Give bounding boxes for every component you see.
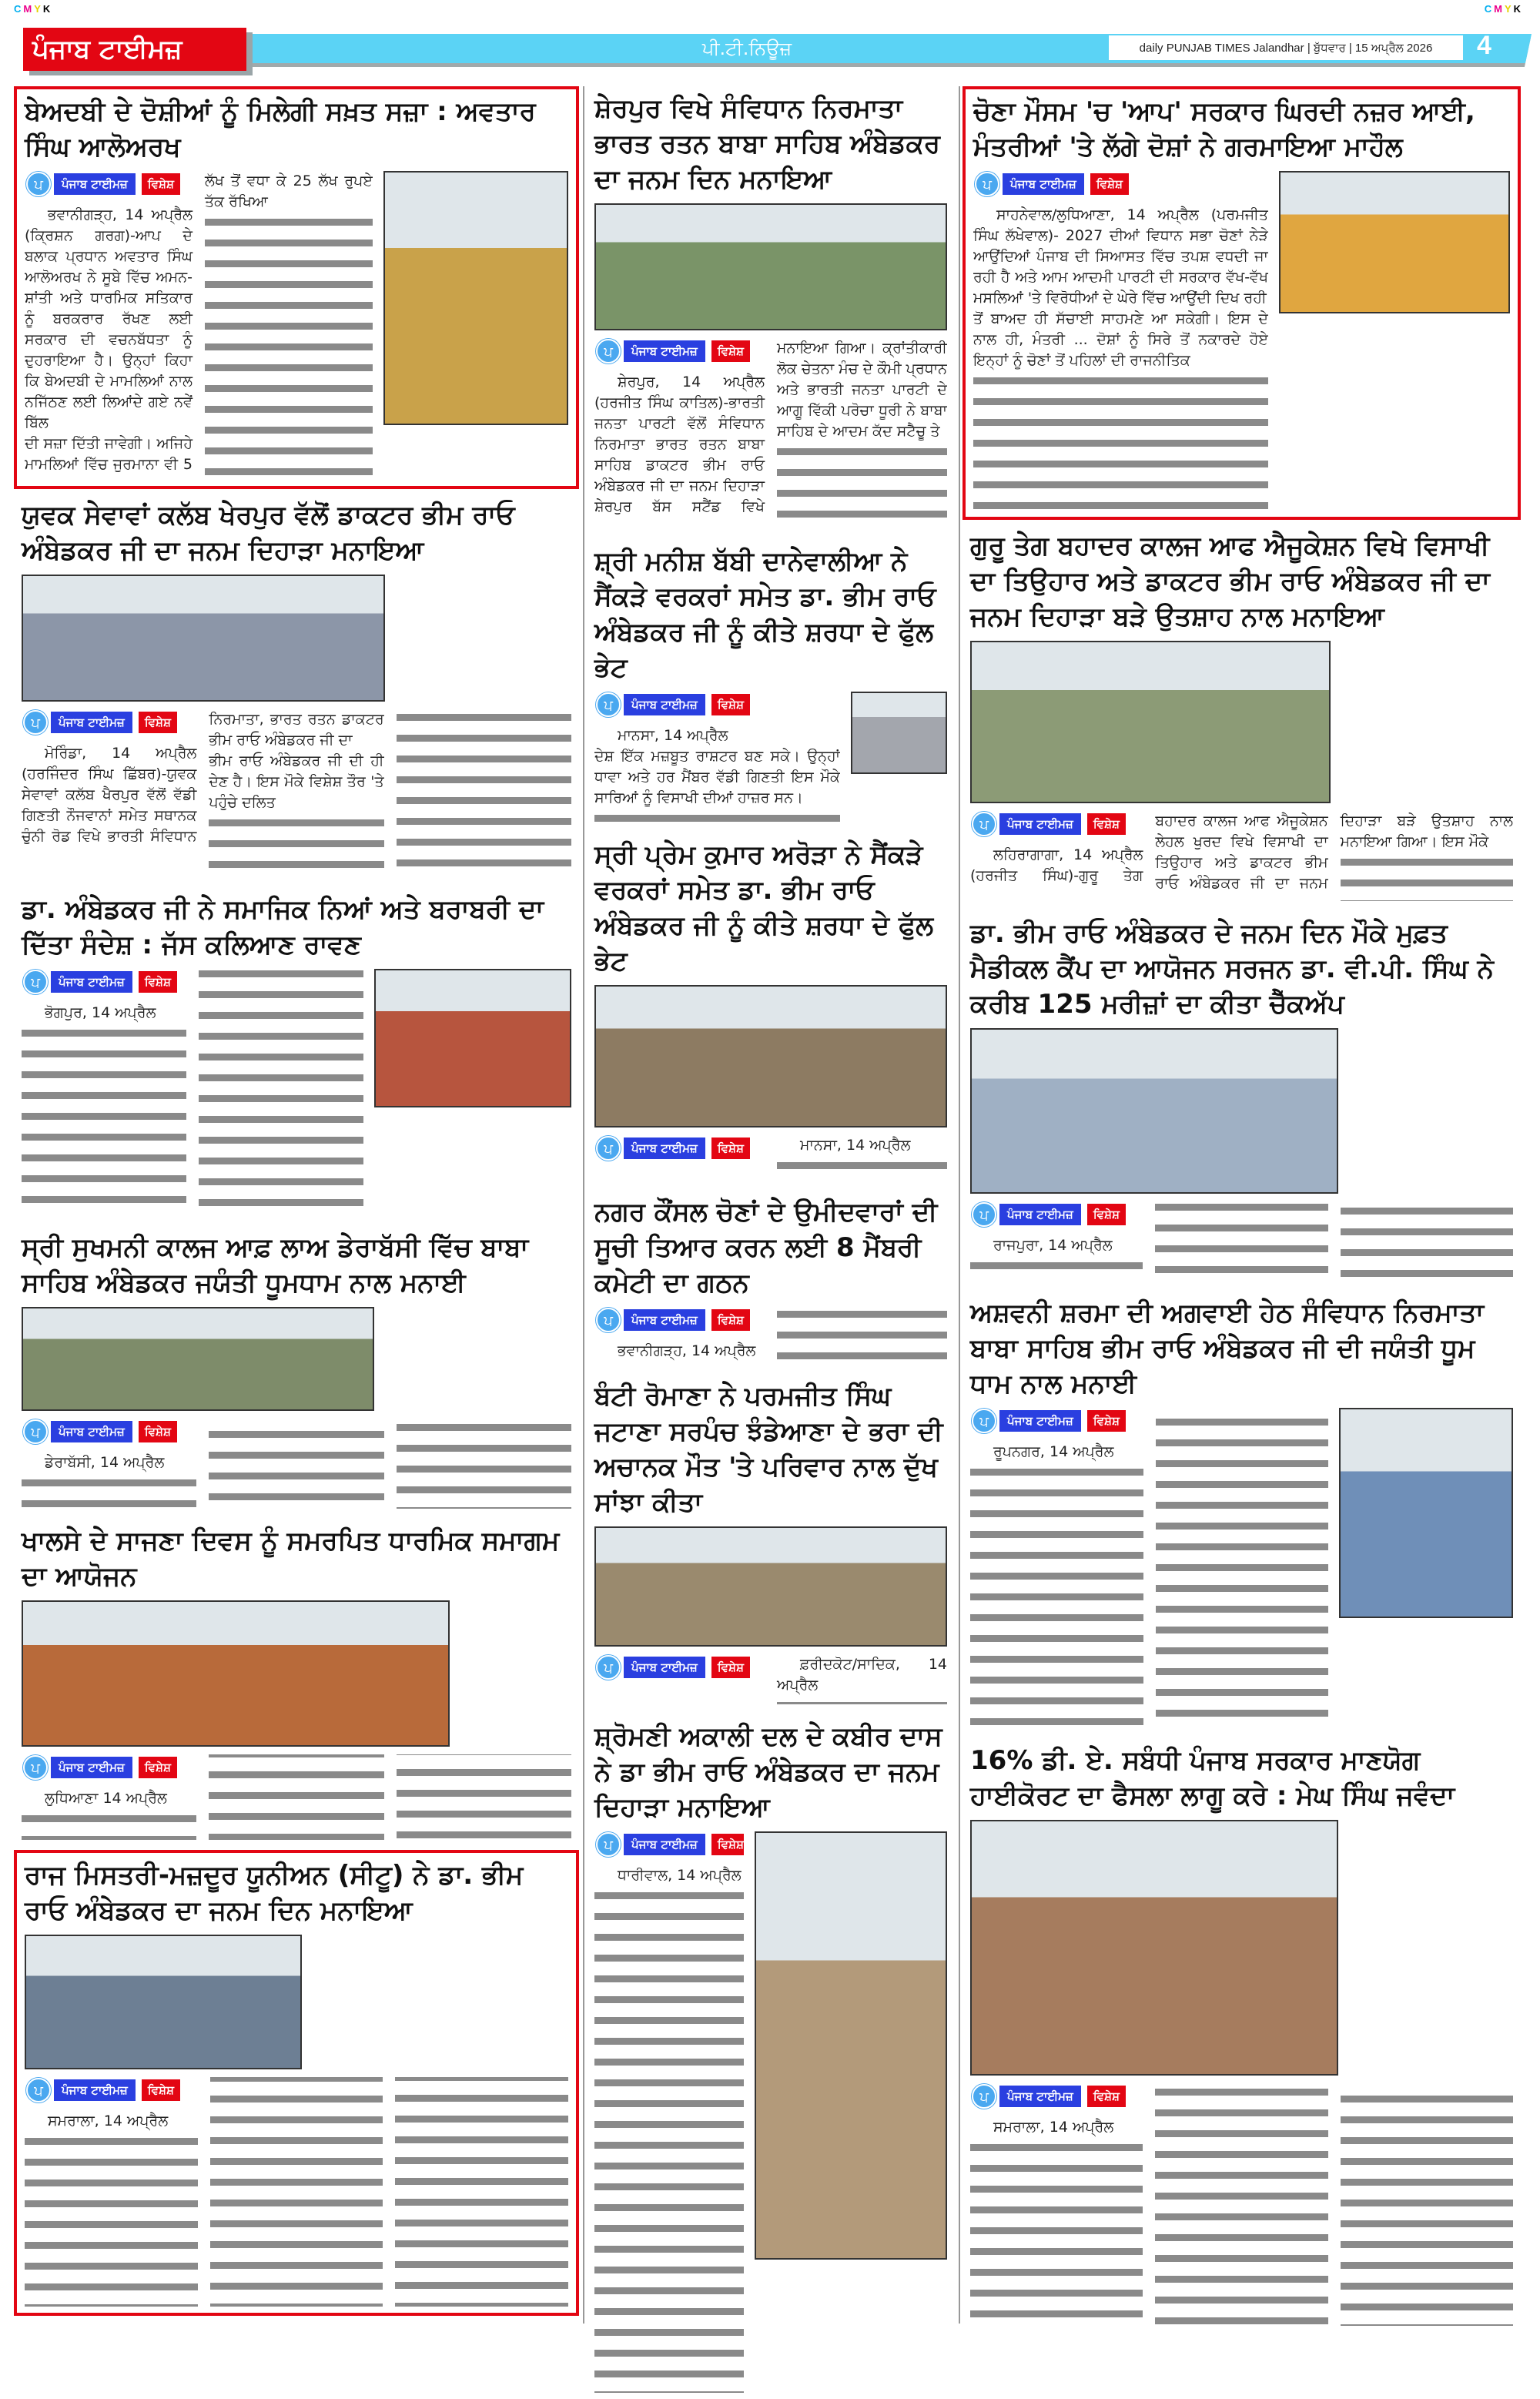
punjab-times-logo-icon: ਪ [23,710,48,735]
news-article [587,86,955,535]
badge-special-tag: ਵਿਸ਼ੇਸ਼ [1087,813,1126,835]
news-photo [374,969,571,1107]
article-headline[interactable]: ਯੁਵਕ ਸੇਵਾਵਾਂ ਕਲੱਬ ਖੇਰਪੁਰ ਵੱਲੋਂ ਡਾਕਟਰ ਭੀਮ ਰਾਓ ਅੰਬੇਡਕਰ ਜੀ ਦਾ ਜਨਮ ਦਿਹਾੜਾ ਮਨਾਇਆ [22,500,515,566]
badge-special-tag: ਵਿਸ਼ੇਸ਼ [1090,173,1129,195]
article-dateline: ਧਾਰੀਵਾਲ, 14 ਅਪ੍ਰੈਲ [618,1867,742,1884]
article-text-lines [594,1831,744,2393]
issue-dateline: daily PUNJAB TIMES Jalandhar | ਬੁੱਧਵਾਰ | 15 ਅਪ੍ਰੈਲ 2026 [1109,35,1463,60]
punjab-times-logo-icon: ਪ [23,970,48,994]
article-body-row [594,1831,947,2393]
news-article [962,1291,1521,1734]
punjab-times-badge [970,811,1143,837]
article-body-row [970,641,1513,901]
punjab-times-badge [594,692,840,718]
article-body-row [22,969,571,1215]
punjab-times-badge [594,1307,765,1333]
article-headline[interactable]: ਰਾਜ ਮਿਸਤਰੀ-ਮਜ਼ਦੂਰ ਯੂਨੀਅਨ (ਸੀਟੂ) ਨੇ ਡਾ. ਭੀਮ ਰਾਓ ਅੰਬੇਡਕਰ ਦਾ ਜਨਮ ਦਿਨ ਮਨਾਇਆ [25,1860,524,1926]
badge-brand: ਪੰਜਾਬ ਟਾਈਮਜ਼ [51,1757,132,1778]
news-column [962,86,1521,2332]
article-headline[interactable]: ਬੰਟੀ ਰੋਮਾਣਾ ਨੇ ਪਰਮਜੀਤ ਸਿੰਘ ਜਟਾਣਾ ਸਰਪੰਚ ਝੰਡੇਆਣਾ ਦੇ ਭਰਾ ਦੀ ਅਚਾਨਕ ਮੌਤ 'ਤੇ ਪਰਿਵਾਰ ਨਾਲ ਦੁੱਖ ਸਾਂਝਾ ਕੀਤਾ [594,1381,943,1518]
news-article [962,86,1521,520]
article-body [25,171,373,480]
article-body-row [973,171,1510,511]
article-dateline: ਸਾਹਨੇਵਾਲ/ਲੁਧਿਆਣਾ, 14 ਅਪ੍ਰੈਲ (ਪਰਮਜੀਤ ਸਿੰਘ ਲੱਖੇਵਾਲ)- 2027 ਦੀਆਂ ਵਿਧਾਨ ਸਭਾ ਚੋਣਾਂ ਨੇੜੇ ਆਉਂਦਿਆਂ ਪੰਜਾਬ ਦੀ ਸਿਆਸਤ ਵਿੱਚ ਤਪਸ਼ ਵਧਦੀ ਜਾ ਰਹੀ ਹੈ ਅਤੇ ਆਮ ਆਦਮੀ ਪਾਰਟੀ ਦੀ ਸਰਕਾਰ ਵੱਖ-ਵੱਖ ਮਸਲਿਆਂ 'ਤੇ ਵਿਰੋਧੀਆਂ ਦੇ ਘੇਰੇ ਵਿੱਚ ਆਉਂਦੀ ਦਿਖ ਰਹੀ [973,206,1268,307]
section-title: ਪੀ.ਟੀ.ਨਿਊਜ਼ [701,38,792,59]
badge-special-tag: ਵਿਸ਼ੇਸ਼ [142,173,180,195]
punjab-times-logo-icon: ਪ [975,172,999,196]
news-photo [970,641,1331,803]
article-dateline: ਮੋਰਿੰਡਾ, 14 ਅਪ੍ਰੈਲ (ਹਰਜਿੰਦਰ ਸਿੰਘ ਛਿੱਬਰ)-ਯੁਵਕ ਸੇਵਾਵਾਂ ਕਲੱਬ ਖੈਰਪੁਰ ਵੱਲੋਂ ਵੱਡੀ ਗਿਣਤੀ ਨੌਜਵਾਨਾਂ ਸਮੇਤ ਸਥਾਨਕ ਚੁੰਨੀ ਰੋਡ ਵਿਖੇ ਭਾਰਤੀ ਸੰਵਿਧਾਨ ਨਿਰਮਾਤਾ, ਭਾਰਤ ਰਤਨ ਡਾਕਟਰ ਭੀਮ ਰਾਓ ਅੰਬੇਡਕਰ ਜੀ ਦਾ [22,711,384,845]
article-body-row [594,203,947,529]
article-dateline: ਲੁਧਿਆਣਾ 14 ਅਪ੍ਰੈਲ [45,1790,167,1807]
news-column [587,86,955,2399]
news-article [14,493,579,883]
badge-special-tag: ਵਿਸ਼ੇਸ਼ [711,1138,750,1159]
badge-special-tag: ਵਿਸ਼ੇਸ਼ [711,340,750,362]
news-article [587,1374,955,1710]
article-body [22,969,363,1215]
punjab-times-badge [973,171,1268,197]
news-photo [594,203,947,330]
badge-brand: ਪੰਜਾਬ ਟਾਈਮਜ਼ [999,1410,1081,1432]
article-dateline: ਡੇਰਾਬੱਸੀ, 14 ਅਪ੍ਰੈਲ [45,1454,165,1471]
news-article [14,1850,579,2316]
article-body [25,2077,568,2307]
news-photo [755,1831,947,2260]
news-article [587,1714,955,2399]
article-dateline: ਸਮਰਾਲਾ, 14 ਅਪ੍ਰੈਲ [48,2113,169,2129]
badge-special-tag: ਵਿਸ਼ੇਸ਼ [711,1309,750,1331]
news-article [587,1190,955,1370]
article-continued-text: ਤੋਂ ਬਾਅਦ ਹੀ ਸੱਚਾਈ ਸਾਹਮਣੇ ਆ ਸਕੇਗੀ। ਇਸ ਦੇ ਨਾਲ ਹੀ, ਮੰਤਰੀ ... ਦੋਸ਼ਾਂ ਨੂੰ ਸਿਰੇ ਤੋਂ ਨਕਾਰਦੇ ਹੋਏ ਇਨ੍ਹਾਂ ਨੂੰ ਚੋਣਾਂ ਤੋਂ ਪਹਿਲਾਂ ਦੀ ਰਾਜਨੀਤਿਕ [973,310,1268,369]
article-body-row [594,692,947,823]
news-photo [25,1935,302,2069]
article-dateline: ਸਮਰਾਲਾ, 14 ਅਪ੍ਰੈਲ [993,2119,1114,2136]
news-article [14,1519,579,1846]
article-body [973,171,1268,511]
article-body [594,1831,744,2393]
badge-brand: ਪੰਜਾਬ ਟਾਈਮਜ਼ [999,813,1081,835]
punjab-times-logo-icon: ਪ [972,1202,996,1227]
punjab-times-logo-icon: ਪ [23,1755,48,1780]
column-divider [583,86,584,2324]
registration-marks-left: CMYK [14,3,53,15]
page-number: 4 [1477,31,1491,60]
badge-special-tag: ਵਿਸ਼ੇਸ਼ [711,1834,744,1855]
article-headline[interactable]: ਸ੍ਰੀ ਸੁਖਮਨੀ ਕਾਲਜ ਆਫ਼ ਲਾਅ ਡੇਰਾਬੱਸੀ ਵਿੱਚ ਬਾਬਾ ਸਾਹਿਬ ਅੰਬੇਡਕਰ ਜਯੰਤੀ ਧੂਮਧਾਮ ਨਾਲ ਮਨਾਈ [22,1232,529,1298]
article-headline[interactable]: ਗੁਰੂ ਤੇਗ ਬਹਾਦਰ ਕਾਲਜ ਆਫ ਐਜੂਕੇਸ਼ਨ ਵਿਖੇ ਵਿਸਾਖੀ ਦਾ ਤਿਉਹਾਰ ਅਤੇ ਡਾਕਟਰ ਭੀਮ ਰਾਓ ਅੰਬੇਡਕਰ ਜੀ ਦਾ ਜਨਮ ਦਿਹਾੜਾ ਬੜੇ ਉਤਸ਼ਾਹ ਨਾਲ ਮਨਾਇਆ [970,531,1490,632]
article-headline[interactable]: ਸ਼੍ਰੀ ਮਨੀਸ਼ ਬੱਬੀ ਦਾਨੇਵਾਲੀਆ ਨੇ ਸੈਂਕੜੇ ਵਰਕਰਾਂ ਸਮੇਤ ਡਾ. ਭੀਮ ਰਾਓ ਅੰਬੇਡਕਰ ਜੀ ਨੂੰ ਕੀਤੇ ਸ਼ਰਧਾ ਦੇ ਫੁੱਲ ਭੇਟ [594,546,936,683]
registration-marks-right: CMYK [1484,3,1523,15]
news-article [962,524,1521,907]
article-dateline: ਸ਼ੇਰਪੁਰ, 14 ਅਪ੍ਰੈਲ (ਹਰਜੀਤ ਸਿੰਘ ਕਾਤਿਲ)-ਭਾਰਤੀ ਜਨਤਾ ਪਾਰਟੀ ਵੱਲੋਂ ਸੰਵਿਧਾਨ ਨਿਰਮਾਤਾ ਭਾਰਤ ਰਤਨ ਬਾਬਾ ਸਾਹਿਬ ਡਾਕਟਰ ਭੀਮ ਰਾਓ ਅੰਬੇਡਕਰ ਜੀ ਦਾ ਜਨਮ ਦਿਹਾੜਾ ਸ਼ੇਰਪੁਰ ਬੱਸ ਸਟੈਂਡ ਵਿਖੇ ਮਨਾਇਆ ਗਿਆ। ਕ੍ਰਾਂਤੀਕਾਰੀ ਲੋਕ ਚੇਤਨਾ ਮੰਚ ਦੇ ਕੌਮੀ ਪ੍ਰਧਾਨ ਅਤੇ ਭਾਰਤੀ ਜਨਤਾ ਪਾਰਟੀ ਦੇ ਆਗੂ ਵਿੱਕੀ ਪਰੋਚਾ ਧੂਰੀ ਨੇ ਬਾਬਾ ਸਾਹਿਬ ਦੇ ਆਦਮ ਕੱਦ ਸਟੈਚੂ ਤੇ [594,340,947,515]
article-body [22,1754,571,1840]
article-headline[interactable]: ਚੋਣਾ ਮੌਸਮ 'ਚ 'ਆਪ' ਸਰਕਾਰ ਘਿਰਦੀ ਨਜ਼ਰ ਆਈ, ਮੰਤਰੀਆਂ 'ਤੇ ਲੱਗੇ ਦੋਸ਼ਾਂ ਨੇ ਗਰਮਾਇਆ ਮਾਹੌਲ [973,96,1475,163]
badge-brand: ਪੰਜਾਬ ਟਾਈਮਜ਼ [624,1834,705,1855]
punjab-times-badge [594,1831,744,1858]
punjab-times-badge [594,1654,765,1680]
article-body-row [22,1600,571,1840]
punjab-times-badge [594,1135,765,1161]
news-photo [970,1028,1338,1194]
column-divider [959,86,960,2324]
article-body-row [970,1820,1513,2326]
punjab-times-logo-icon: ਪ [596,1308,621,1332]
punjab-times-logo-icon: ਪ [596,339,621,364]
news-article [587,833,955,1186]
badge-special-tag: ਵਿਸ਼ੇਸ਼ [1087,2086,1126,2107]
article-body [970,2083,1513,2326]
news-photo [970,1820,1338,2076]
article-body [594,1307,947,1364]
article-body [22,1419,571,1509]
article-body [594,1135,947,1180]
punjab-times-badge [970,2083,1143,2109]
article-body [970,1408,1328,1728]
article-body [22,709,571,877]
article-body-row [594,1526,947,1704]
punjab-times-logo-icon: ਪ [972,2084,996,2109]
badge-brand: ਪੰਜਾਬ ਟਾਈਮਜ਼ [999,1204,1081,1225]
punjab-times-badge [25,171,192,197]
article-dateline: ਫ਼ਰੀਦਕੋਟ/ਸਾਦਿਕ, 14 ਅਪ੍ਰੈਲ [777,1656,947,1694]
article-body [970,811,1513,901]
article-headline[interactable]: ਸ੍ਰੀ ਪ੍ਰੇਮ ਕੁਮਾਰ ਅਰੋੜਾ ਨੇ ਸੈਂਕੜੇ ਵਰਕਰਾਂ ਸਮੇਤ ਡਾ. ਭੀਮ ਰਾਓ ਅੰਬੇਡਕਰ ਜੀ ਨੂੰ ਕੀਤੇ ਸ਼ਰਧਾ ਦੇ ਫੁੱਲ ਭੇਟ [594,839,934,977]
badge-brand: ਪੰਜਾਬ ਟਾਈਮਜ਼ [54,173,136,195]
punjab-times-badge [22,969,186,995]
badge-brand: ਪੰਜਾਬ ਟਾਈਮਜ਼ [51,1421,132,1442]
article-dateline: ਰੂਪਨਗਰ, 14 ਅਪ੍ਰੈਲ [993,1443,1114,1460]
badge-brand: ਪੰਜਾਬ ਟਾਈਮਜ਼ [624,340,705,362]
article-dateline: ਭਵਾਨੀਗੜ੍ਹ, 14 ਅਪ੍ਰੈਲ (ਕ੍ਰਿਸ਼ਨ ਗਰਗ)-ਆਪ ਦੇ ਬਲਾਕ ਪ੍ਰਧਾਨ ਅਵਤਾਰ ਸਿੰਘ ਆਲੋਅਰਖ ਨੇ ਸੂਬੇ ਵਿੱਚ ਅਮਨ-ਸ਼ਾਂਤੀ ਅਤੇ ਧਾਰਮਿਕ ਸਤਿਕਾਰ ਨੂੰ ਬਰਕਰਾਰ ਰੱਖਣ ਲਈ ਸਰਕਾਰ ਦੀ ਵਚਨਬੱਧਤਾ ਨੂੰ ਦੁਹਰਾਇਆ ਹੈ। ਉਨ੍ਹਾਂ ਕਿਹਾ ਕਿ ਬੇਅਦਬੀ ਦੇ ਮਾਮਲਿਆਂ ਨਾਲ ਨਜਿੱਠਣ ਲਈ ਲਿਆਂਦੇ ਗਏ ਨਵੇਂ ਬਿੱਲ [25,206,192,431]
badge-brand: ਪੰਜਾਬ ਟਾਈਮਜ਼ [54,2079,136,2101]
punjab-times-logo-icon: ਪ [23,1419,48,1444]
news-column [14,86,579,2316]
article-text-lines [205,171,373,480]
punjab-times-badge [25,2077,198,2103]
article-dateline: ਮਾਨਸਾ, 14 ਅਪ੍ਰੈਲ [618,727,728,744]
article-dateline: ਭਵਾਨੀਗੜ੍ਹ, 14 ਅਪ੍ਰੈਲ [618,1342,756,1359]
news-photo [851,692,947,774]
article-body-row [25,1935,568,2307]
article-body-row [594,985,947,1180]
news-article [587,539,955,829]
article-headline[interactable]: ਡਾ. ਭੀਮ ਰਾਓ ਅੰਬੇਡਕਰ ਦੇ ਜਨਮ ਦਿਨ ਮੌਕੇ ਮੁਫ਼ਤ ਮੈਡੀਕਲ ਕੈਂਪ ਦਾ ਆਯੋਜਨ ਸਰਜਨ ਡਾ. ਵੀ.ਪੀ. ਸਿੰਘ ਨੇ ਕਰੀਬ 125 ਮਰੀਜ਼ਾਂ ਦਾ ਕੀਤਾ ਚੈੱਕਅੱਪ [970,918,1494,1020]
news-article [14,86,579,489]
article-body-row [22,575,571,877]
article-dateline: ਭੋਗਪੁਰ, 14 ਅਪ੍ਰੈਲ [45,1004,156,1021]
badge-special-tag: ਵਿਸ਼ੇਸ਼ [1087,1410,1126,1432]
news-photo [594,1526,947,1647]
badge-brand: ਪੰਜਾਬ ਟਾਈਮਜ਼ [624,1657,705,1678]
punjab-times-logo-icon: ਪ [26,2078,51,2102]
badge-brand: ਪੰਜਾਬ ਟਾਈਮਜ਼ [51,971,132,993]
article-body [594,338,947,529]
punjab-times-badge [970,1201,1143,1228]
article-continued-text: ਦੇਸ਼ ਇੱਕ ਮਜ਼ਬੂਤ ਰਾਸ਼ਟਰ ਬਣ ਸਕੇ। ਉਨ੍ਹਾਂ ਧਾਵਾ ਅਤੇ ਹਰ ਮੈਂਬਰ ਵੱਡੀ ਗਿਣਤੀ ਇਸ ਮੌਕੇ ਸਾਰਿਆਂ ਨੂੰ ਵਿਸਾਖੀ ਦੀਆਂ ਹਾਜ਼ਰ ਸਨ। [594,748,840,806]
news-article [962,1738,1521,2332]
article-headline[interactable]: ਸ਼ੇਰਪੁਰ ਵਿਖੇ ਸੰਵਿਧਾਨ ਨਿਰਮਾਤਾ ਭਾਰਤ ਰਤਨ ਬਾਬਾ ਸਾਹਿਬ ਅੰਬੇਡਕਰ ਦਾ ਜਨਮ ਦਿਨ ਮਨਾਇਆ [594,93,940,195]
article-headline[interactable]: ਡਾ. ਅੰਬੇਡਕਰ ਜੀ ਨੇ ਸਮਾਜਿਕ ਨਿਆਂ ਅਤੇ ਬਰਾਬਰੀ ਦਾ ਦਿੱਤਾ ਸੰਦੇਸ਼ : ਜੱਸ ਕਲਿਆਣ ਰਾਵਣ [22,894,544,960]
badge-special-tag: ਵਿਸ਼ੇਸ਼ [139,712,177,733]
badge-brand: ਪੰਜਾਬ ਟਾਈਮਜ਼ [51,712,132,733]
punjab-times-badge [594,338,765,364]
news-photo [1279,171,1510,313]
article-body-row [970,1028,1513,1281]
news-photo [22,1307,374,1411]
punjab-times-badge [970,1408,1143,1434]
masthead-logo [23,28,246,71]
article-body [594,692,840,823]
punjab-times-logo-icon: ਪ [596,1832,621,1857]
badge-special-tag: ਵਿਸ਼ੇਸ਼ [711,694,750,715]
badge-brand: ਪੰਜਾਬ ਟਾਈਮਜ਼ [1003,173,1084,195]
article-dateline: ਲਹਿਰਾਗਾਗਾ, 14 ਅਪ੍ਰੈਲ (ਹਰਜੀਤ ਸਿੰਘ)-ਗੁਰੂ ਤੇਗ ਬਹਾਦਰ ਕਾਲਜ ਆਫ ਐਜੂਕੇਸ਼ਨ ਲੇਹਲ ਖੁਰਦ ਵਿਖੇ ਵਿਸਾਖੀ ਦਾ ਤਿਉਹਾਰ ਅਤੇ ਡਾਕਟਰ ਭੀਮ ਰਾਓ ਅੰਬੇਡਕਰ ਜੀ ਦਾ ਜਨਮ ਦਿਹਾੜਾ ਬੜੇ ਉਤਸ਼ਾਹ ਨਾਲ ਮਨਾਇਆ ਗਿਆ। ਇਸ ਮੌਕੇ [970,813,1513,892]
punjab-times-badge [22,1754,196,1781]
punjab-times-badge [22,1419,196,1445]
punjab-times-logo-icon: ਪ [26,172,51,196]
article-dateline: ਰਾਜਪੁਰਾ, 14 ਅਪ੍ਰੈਲ [993,1237,1113,1254]
badge-special-tag: ਵਿਸ਼ੇਸ਼ [711,1657,750,1678]
news-photo [1339,1408,1513,1618]
badge-brand: ਪੰਜਾਬ ਟਾਈਮਜ਼ [999,2086,1081,2107]
punjab-times-logo-icon: ਪ [596,1136,621,1161]
article-headline[interactable]: ਨਗਰ ਕੌਂਸਲ ਚੋਣਾਂ ਦੇ ਉਮੀਦਵਾਰਾਂ ਦੀ ਸੂਚੀ ਤਿਆਰ ਕਰਨ ਲਈ 8 ਮੈਂਬਰੀ ਕਮੇਟੀ ਦਾ ਗਠਨ [594,1197,938,1298]
article-body [594,1654,947,1704]
article-body-row [25,171,568,480]
article-continued-text: ਦੀ ਸਜ਼ਾ ਦਿੱਤੀ ਜਾਵੇਗੀ। ਅਜਿਹੇ ਮਾਮਲਿਆਂ ਵਿੱਚ ਜੁਰਮਾਨਾ ਵੀ 5 ਲੱਖ ਤੋਂ ਵਧਾ ਕੇ 25 ਲੱਖ ਰੁਪਏ ਤੱਕ ਰੱਖਿਆ [25,173,373,473]
article-headline[interactable]: ਸ਼੍ਰੋਮਣੀ ਅਕਾਲੀ ਦਲ ਦੇ ਕਬੀਰ ਦਾਸ ਨੇ ਡਾ ਭੀਮ ਰਾਓ ਅੰਬੇਡਕਰ ਦਾ ਜਨਮ ਦਿਹਾੜਾ ਮਨਾਇਆ [594,1721,942,1823]
news-photo [383,171,568,425]
badge-special-tag: ਵਿਸ਼ੇਸ਼ [139,971,177,993]
article-headline[interactable]: ਅਸ਼ਵਨੀ ਸ਼ਰਮਾ ਦੀ ਅਗਵਾਈ ਹੇਠ ਸੰਵਿਧਾਨ ਨਿਰਮਾਤਾ ਬਾਬਾ ਸਾਹਿਬ ਭੀਮ ਰਾਓ ਅੰਬੇਡਕਰ ਜੀ ਦੀ ਜਯੰਤੀ ਧੂਮ ਧਾਮ ਨਾਲ ਮਨਾਈ [970,1298,1485,1399]
badge-brand: ਪੰਜਾਬ ਟਾਈਮਜ਼ [624,694,705,715]
masthead-title: ਪੰਜਾਬ ਟਾਈਮਜ਼ [32,34,182,65]
news-article [14,1225,579,1515]
badge-brand: ਪੰਜਾਬ ਟਾਈਮਜ਼ [624,1138,705,1159]
article-body-row [22,1307,571,1509]
badge-special-tag: ਵਿਸ਼ੇਸ਼ [139,1757,177,1778]
punjab-times-logo-icon: ਪ [972,1409,996,1433]
article-headline[interactable]: ਬੇਅਦਬੀ ਦੇ ਦੋਸ਼ੀਆਂ ਨੂੰ ਮਿਲੇਗੀ ਸਖ਼ਤ ਸਜ਼ਾ : ਅਵਤਾਰ ਸਿੰਘ ਆਲੋਅਰਖ [25,96,536,163]
punjab-times-badge [22,709,196,735]
news-photo [594,985,947,1127]
news-article [14,887,579,1221]
article-body [970,1201,1513,1281]
article-body-row [594,1307,947,1364]
article-body-row [970,1408,1513,1728]
punjab-times-logo-icon: ਪ [596,1655,621,1680]
article-headline[interactable]: 16% ਡੀ. ਏ. ਸਬੰਧੀ ਪੰਜਾਬ ਸਰਕਾਰ ਮਾਣਯੋਗ ਹਾਈਕੋਰਟ ਦਾ ਫੈਸਲਾ ਲਾਗੂ ਕਰੇ : ਮੇਘ ਸਿੰਘ ਜਵੰਦਾ [970,1745,1455,1811]
punjab-times-logo-icon: ਪ [972,812,996,836]
news-photo [22,575,385,702]
badge-special-tag: ਵਿਸ਼ੇਸ਼ [139,1421,177,1442]
badge-special-tag: ਵਿਸ਼ੇਸ਼ [1087,1204,1126,1225]
article-dateline: ਮਾਨਸਾ, 14 ਅਪ੍ਰੈਲ [800,1137,911,1154]
news-photo [22,1600,450,1747]
badge-special-tag: ਵਿਸ਼ੇਸ਼ [142,2079,180,2101]
article-continued-text: ਭੀਮ ਰਾਓ ਅੰਬੇਡਕਰ ਜੀ ਦੀ ਹੀ ਦੇਣ ਹੈ। ਇਸ ਮੌਕੇ ਵਿਸ਼ੇਸ਼ ਤੌਰ 'ਤੇ ਪਹੁੰਚੇ ਦਲਿਤ [209,752,384,811]
badge-brand: ਪੰਜਾਬ ਟਾਈਮਜ਼ [624,1309,705,1331]
news-article [962,911,1521,1287]
punjab-times-logo-icon: ਪ [596,692,621,717]
article-headline[interactable]: ਖਾਲਸੇ ਦੇ ਸਾਜਣਾ ਦਿਵਸ ਨੂੰ ਸਮਰਪਿਤ ਧਾਰਮਿਕ ਸਮਾਗਮ ਦਾ ਆਯੋਜਨ [22,1526,560,1592]
